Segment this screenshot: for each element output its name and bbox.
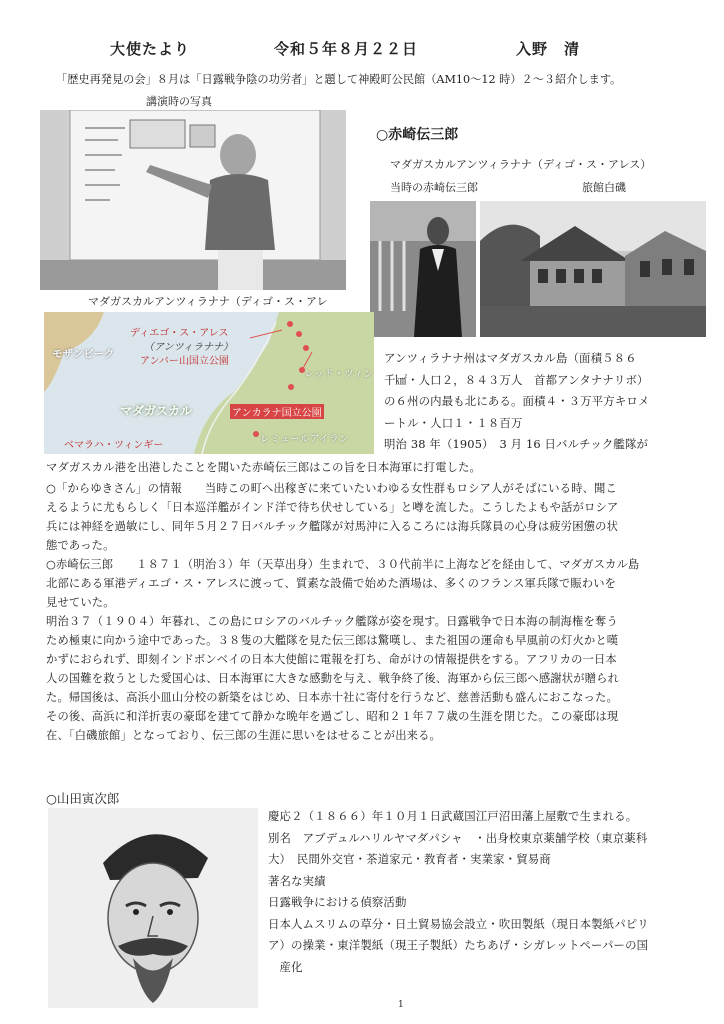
caption-inn: 旅館白磯	[582, 181, 626, 194]
text-line: その後、高浜に和洋折衷の豪邸を建てて静かな晩年を過ごし、昭和２１年７７歳の生涯を閉じた。この豪邸は現	[46, 710, 619, 723]
text-line: の６州の内最も北にある。面積４・３万平方キロメ	[384, 394, 650, 408]
text-line: ア）の操業・東洋製紙（現王子製紙）たちあげ・シガレットペーパーの国	[268, 938, 649, 952]
text-line: 明治 38 年（1905） 3 月 16 日バルチック艦隊が	[384, 437, 649, 451]
page-number: 1	[398, 1000, 404, 1010]
text-line: 日本人ムスリムの草分・日土貿易協会設立・吹田製紙（現日本製紙パピリ	[268, 916, 649, 931]
text-line: 慶応２（１８６６）年１０月１日武蔵国江戸沼田藩上屋敷で生まれる。	[268, 809, 638, 823]
text-line: ○「からゆきさん」の情報 当時この町へ出稼ぎに来ていたいわゆる女性群もロシア人がそばにいる時、聞こ	[46, 482, 617, 495]
section-title-akasaki: ○赤崎伝三郎	[376, 127, 459, 143]
text-line: 在、「白磯旅館」となっており、伝三郎の生涯に思いをはせることが出来る。	[46, 729, 441, 742]
main-body-text	[46, 458, 716, 745]
text-line: 別名 アブデュルハリルヤマダパシャ ・出身校東京薬舗学校（東京薬科	[268, 830, 648, 845]
text-line: かずにおられず、即刻インドボンベイの日本大使館に電報を打ち、命がけの情報提供をする。アフリカの一日本	[46, 653, 617, 666]
text-line: 人の国難を救うとした愛国心は、日本海軍に大きな感動を与え、戦争終了後、海軍から伝三郎へ感謝状が贈られ	[46, 672, 620, 685]
text-line: ため極東に向かう途中であった。３８隻の大艦隊を見た伝三郎は驚嘆し、また祖国の運命も早風前の灯火かと嘆	[46, 634, 619, 647]
section-title-yamada: ○山田寅次郎	[46, 791, 120, 806]
map-label-red-tsingy: レッド・ツィン	[304, 369, 374, 380]
text-line: 産化	[268, 959, 303, 974]
text-line: 見せていた。	[46, 596, 115, 609]
text-line: 北部にある軍港ディエゴ・ス・アレスに渡って、質素な設備で始めた酒場は、多くのフランス軍兵隊で賑わいを	[46, 577, 617, 590]
akasaki-subtitle: マダガスカルアンツィラナナ（ディゴ・ス・アレス）	[390, 158, 652, 171]
map-label-diego: ディエゴ・ス・アレス	[130, 328, 229, 339]
text-line: 明治３７（１９０４）年暮れ、この島にロシアのバルチック艦隊が姿を現す。日露戦争で日本海の制海権を奪う	[46, 615, 618, 628]
author-name: 入野 清	[516, 40, 581, 58]
lecture-photo-caption: 講演時の写真	[146, 95, 212, 108]
madagascar-map	[44, 312, 374, 454]
shiraiso-inn-photo	[480, 201, 706, 337]
text-line: 日露戦争における偵察活動	[268, 895, 407, 909]
antsiranana-description	[384, 348, 649, 456]
akasaki-portrait-photo	[370, 201, 476, 337]
caption-akasaki-portrait: 当時の赤崎伝三郎	[390, 181, 478, 194]
text-line: えるように尤もらしく「日本巡洋艦がインド洋で待ち伏せしている」と噂を流した。こうしたよもや話がロシア	[46, 501, 619, 514]
map-caption: マダガスカルアンツィラナナ（ディゴ・ス・アレ	[88, 295, 328, 308]
text-line: マダガスカル港を出港したことを聞いた赤崎伝三郎はこの旨を日本海軍に打電した。	[46, 461, 481, 474]
map-label-amber: アンバー山国立公園	[140, 356, 229, 367]
text-line: 態であった。	[46, 539, 115, 552]
map-label-handwritten: （アンツィラナナ）	[144, 342, 233, 353]
map-label-bemaraha: ベマラハ・ツィンギー	[64, 440, 164, 451]
issue-date: 令和５年８月２２日	[274, 40, 419, 58]
newsletter-title: 大使たより	[110, 40, 191, 58]
text-line: ートル・人口１・１８百万	[384, 415, 523, 430]
map-label-mozambique: モザンビーク	[52, 348, 115, 360]
lecture-photo	[40, 110, 346, 290]
text-line: 大） 民間外交官・茶道家元・教育者・実業家・貿易商	[268, 852, 551, 866]
map-label-lemur-island: レミュールアイラン	[260, 434, 349, 445]
map-label-ankarana: アンカラナ国立公園	[230, 404, 324, 419]
text-line: アンツィラナナ州はマダガスカル島（面積５８６	[384, 351, 637, 365]
text-line: 兵には神経を過敏にし、同年５月２７日バルチック艦隊が対馬沖に入るころには海兵隊員の心身は疲労困憊の状	[46, 520, 619, 533]
text-line: 著名な実績	[268, 873, 326, 888]
text-line: ○赤崎伝三郎 １８７１（明治３）年（天草出身）生まれで、３０代前半に上海などを経由して、マダガスカル島	[46, 558, 640, 571]
yamada-profile	[268, 806, 649, 978]
intro-line: 「歴史再発見の会」８月は「日露戦争陰の功労者」と題して神殿町公民館（AM10～12 時）２～３紹介します。	[56, 73, 622, 86]
yamada-portrait	[48, 808, 258, 1008]
map-label-madagascar: マダガスカル	[120, 404, 193, 418]
text-line: 千㎢・人口２，８４３万人 首都アンタナナリボ）	[384, 372, 649, 387]
text-line: た。帰国後は、高浜小皿山分校の新築をはじめ、日本赤十社に寄付を行うなど、慈善活動も盛んにおこなった。	[46, 691, 618, 704]
